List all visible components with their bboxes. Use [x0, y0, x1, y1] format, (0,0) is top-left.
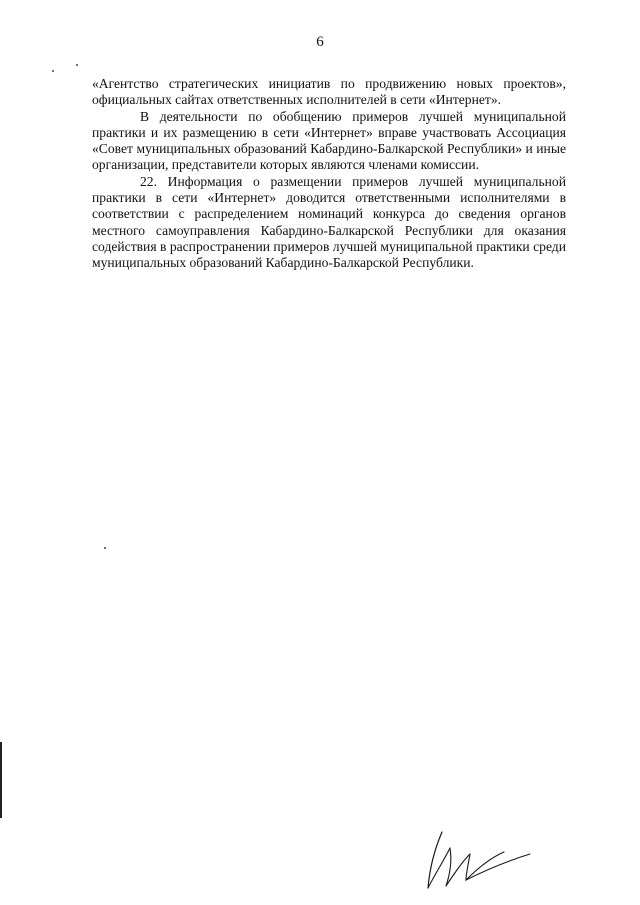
scan-speck — [104, 547, 106, 549]
document-body — [92, 76, 566, 272]
page-number: 6 — [316, 34, 324, 50]
scan-speck — [52, 70, 54, 72]
scan-margin-line — [0, 742, 2, 818]
scan-speck — [76, 64, 78, 66]
paragraph-participation: В деятельности по обобщению примеров лучшей муниципальной практики и их размещению в сети «Интернет» вправе участвовать Ассоциация «Совет муниципальных образований Кабардино-Балкарской Республики» и иные организации, представители которых являются членами комиссии. — [92, 108, 566, 173]
paragraph-item-22: 22. Информация о размещении примеров лучшей муниципальной практики в сети «Интернет» доводится ответственными исполнителями в соответствии с распределением номинаций конкурса до сведения органов местного самоуправления Кабардино-Балкарской Республики для оказания содействия в распространении примеров лучшей муниципальной практики среди муниципальных образований Кабардино-Балкарской Республики. — [92, 173, 566, 271]
paragraph-continuation: «Агентство стратегических инициатив по продвижению новых проектов», официальных сайтах ответственных исполнителей в сети «Интернет». — [92, 76, 566, 108]
handwritten-signature — [420, 826, 540, 894]
